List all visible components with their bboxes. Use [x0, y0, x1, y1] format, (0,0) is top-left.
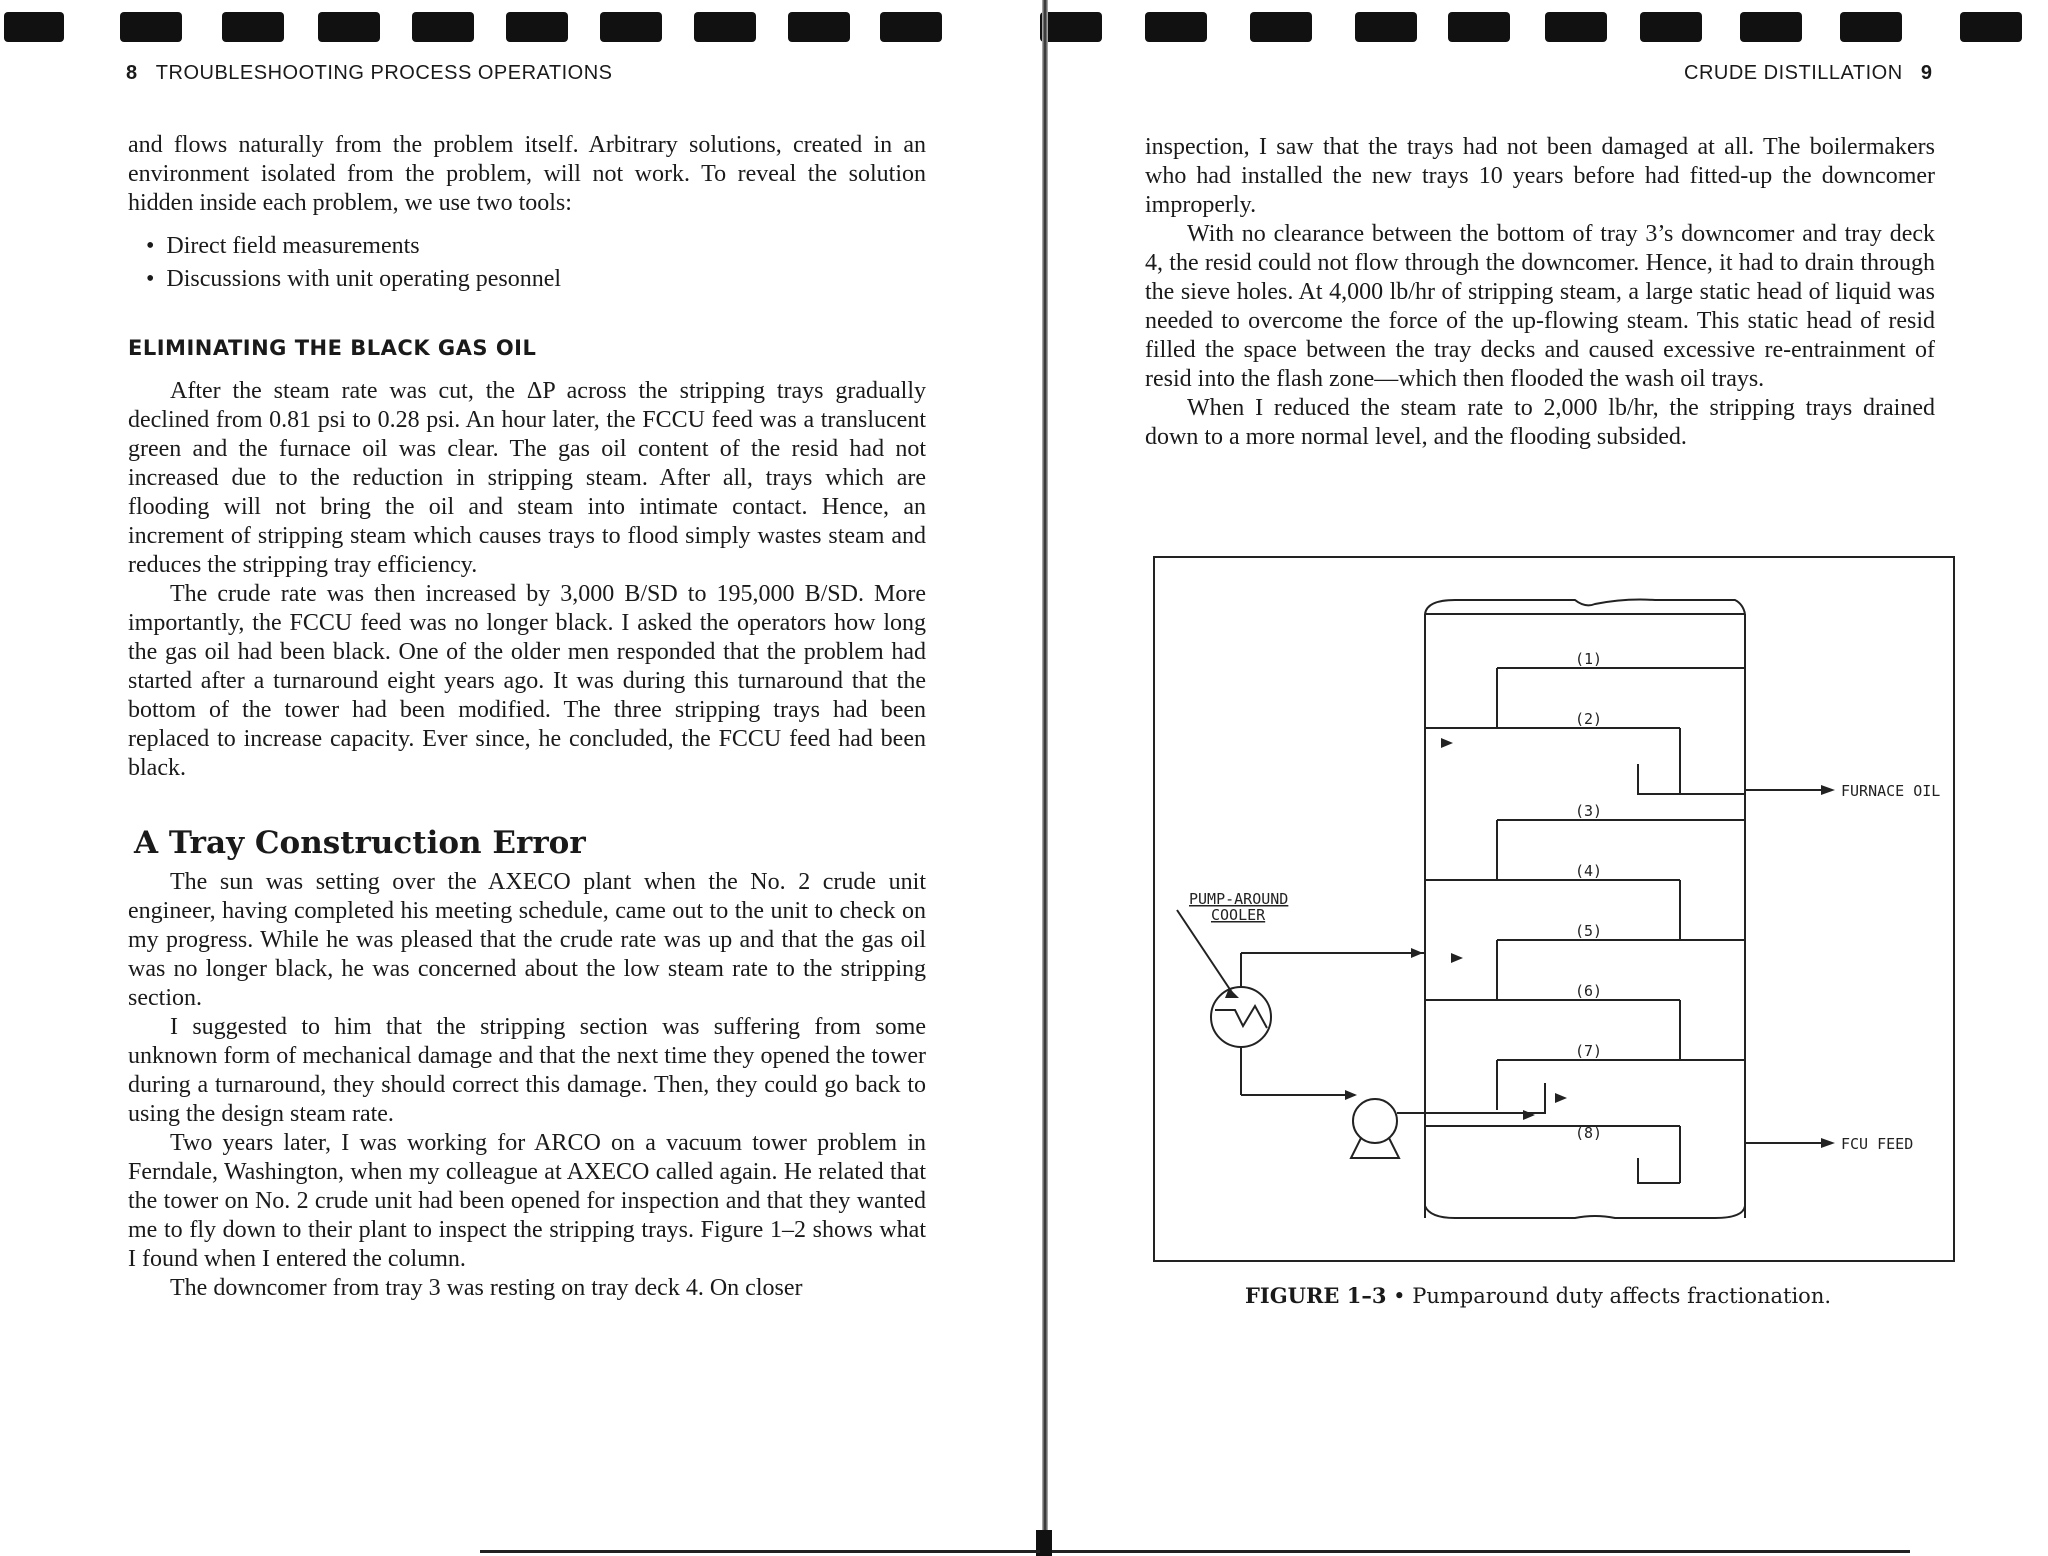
- body-paragraph: The sun was setting over the AXECO plant when the No. 2 crude unit engineer, having completed his meeting schedule, came out to the unit to check on my progress. While he was pleased that the crude rate was up and that the gas oil was no longer black, he was concerned about the low steam rate to the stripping section.: [128, 869, 926, 1011]
- body-paragraph: The downcomer from tray 3 was resting on tray deck 4. On closer: [170, 1275, 803, 1301]
- fcu-feed-label: FCU FEED: [1841, 1135, 1914, 1153]
- opening-paragraph: and flows naturally from the problem itself. Arbitrary solutions, created in an environment isolated from the problem, will not work. To reveal the solution hidden inside each problem, we use two tools:: [128, 132, 926, 216]
- punch-hole: [1960, 12, 2022, 42]
- punch-hole: [880, 12, 942, 42]
- tray-label: (1): [1575, 650, 1603, 668]
- punch-hole: [1145, 12, 1207, 42]
- furnace-oil-label: FURNACE OIL: [1841, 782, 1941, 800]
- cooler-label: COOLER: [1211, 906, 1266, 924]
- punch-hole: [600, 12, 662, 42]
- arrow-head: [1411, 948, 1423, 958]
- arrow-head: [1821, 1138, 1835, 1148]
- punch-hole: [1740, 12, 1802, 42]
- body-paragraph: inspection, I saw that the trays had not been damaged at all. The boilermakers who had installed the new trays 10 years before had fitted-up the downcomer improperly.: [1145, 134, 1935, 218]
- punch-hole: [1355, 12, 1417, 42]
- tray-label: (3): [1575, 802, 1603, 820]
- punch-hole: [788, 12, 850, 42]
- tools-list: [146, 232, 926, 294]
- tower-bottom: [1425, 1206, 1745, 1218]
- section-title: A Tray Construction Error: [134, 825, 586, 861]
- page-edge-line: [1052, 1550, 1910, 1553]
- left-page-body: [128, 131, 926, 1303]
- body-paragraph: With no clearance between the bottom of tray 3’s downcomer and tray deck 4, the resid could not flow through the downcomer. Hence, it had to drain through the sieve holes. At 4,000 lb/hr of stripping steam, a large static head of liquid was needed to overcome the force of the up-flowing steam. This static head of resid filled the space between the tray decks and caused excessive re-entrainment of resid into the flash zone—which then flooded the wash oil trays.: [1145, 221, 1935, 392]
- tray-label: (7): [1575, 1042, 1603, 1060]
- punch-hole: [1448, 12, 1510, 42]
- pump-symbol: [1353, 1099, 1397, 1143]
- body-paragraph: When I reduced the steam rate to 2,000 lb/hr, the stripping trays drained down to a more normal level, and the flooding subsided.: [1145, 395, 1935, 450]
- left-page-number: 8: [126, 62, 138, 84]
- list-item: • Discussions with unit operating pesonnel: [146, 265, 926, 294]
- right-page-body: [1145, 133, 1935, 452]
- book-spine: [1042, 0, 1048, 1556]
- list-item: • Direct field measurements: [146, 232, 926, 261]
- punch-hole: [1640, 12, 1702, 42]
- body-paragraph: Two years later, I was working for ARCO on a vacuum tower problem in Ferndale, Washington, when my colleague at AXECO called again. He related that the tower on No. 2 crude unit had been opened for inspection and that they wanted me to fly down to their plant to inspect the stripping trays. Figure 1–2 shows what I found when I entered the column.: [128, 1130, 926, 1272]
- pump-around-label: PUMP-AROUND: [1189, 890, 1289, 908]
- arrow-head: [1345, 1090, 1357, 1100]
- bottom-sump: [1638, 1158, 1680, 1183]
- punch-hole: [318, 12, 380, 42]
- left-running-head: [126, 62, 613, 85]
- punch-hole: [694, 12, 756, 42]
- arrow-head: [1523, 1110, 1535, 1120]
- figure-caption: [1245, 1283, 1831, 1308]
- subheading: ELIMINATING THE BLACK GAS OIL: [128, 336, 537, 360]
- pumparound-diagram: [1155, 558, 1957, 1264]
- punch-hole: [4, 12, 64, 42]
- punch-hole: [1840, 12, 1902, 42]
- punch-hole: [412, 12, 474, 42]
- tray-label: (6): [1575, 982, 1603, 1000]
- left-running-head-text: TROUBLESHOOTING PROCESS OPERATIONS: [155, 62, 613, 84]
- page-edge-line: [480, 1550, 1040, 1553]
- tray-label: (2): [1575, 710, 1603, 728]
- body-paragraph: After the steam rate was cut, the ΔP across the stripping trays gradually declined from 0.81 psi to 0.28 psi. An hour later, the FCCU feed was a translucent green and the furnace oil was clear. The gas oil content of the resid had not increased due to the reduction in stripping steam. After all, trays which are flooding will not bring the oil and steam into intimate contact. Hence, an increment of stripping steam which causes trays to flood simply wastes steam and reduces the stripping tray efficiency.: [128, 378, 926, 578]
- pumparound-draw-sump: [1425, 1083, 1545, 1113]
- tower-top: [1425, 600, 1745, 615]
- figure-caption-text: • Pumparound duty affects fractionation.: [1393, 1284, 1832, 1308]
- punch-hole: [1040, 12, 1102, 42]
- right-running-head: [1684, 62, 1932, 85]
- arrow-head: [1451, 953, 1463, 963]
- tray-label: (4): [1575, 862, 1603, 880]
- pump-base: [1351, 1138, 1399, 1158]
- body-paragraph: I suggested to him that the stripping section was suffering from some unknown form of mechanical damage and that the next time they opened the tower during a turnaround, they should correct this damage. Then, they could go back to using the design steam rate.: [128, 1014, 926, 1127]
- punch-hole: [1250, 12, 1312, 42]
- punch-hole: [120, 12, 182, 42]
- punch-hole: [1545, 12, 1607, 42]
- tray-label: (8): [1575, 1124, 1603, 1142]
- figure-caption-label: FIGURE 1–3: [1245, 1283, 1387, 1308]
- figure-1-3: [1153, 556, 1955, 1262]
- arrow-head: [1441, 738, 1453, 748]
- arrow-head: [1821, 785, 1835, 795]
- right-running-head-text: CRUDE DISTILLATION: [1684, 62, 1903, 84]
- punch-hole: [222, 12, 284, 42]
- body-paragraph: The crude rate was then increased by 3,000 B/SD to 195,000 B/SD. More importantly, the FCCU feed was no longer black. I asked the operators how long the gas oil had been black. One of the older men responded that the problem had started after a turnaround eight years ago. It was during this turnaround that the bottom of the tower had been modified. The three stripping trays had been replaced to increase capacity. Ever since, he concluded, the FCCU feed had been black.: [128, 581, 926, 781]
- tray-label: (5): [1575, 922, 1603, 940]
- punch-hole: [506, 12, 568, 42]
- draw-off-sump: [1638, 764, 1745, 794]
- cooler-coil: [1215, 1006, 1267, 1028]
- arrow-head: [1555, 1093, 1567, 1103]
- right-page-number: 9: [1920, 62, 1933, 84]
